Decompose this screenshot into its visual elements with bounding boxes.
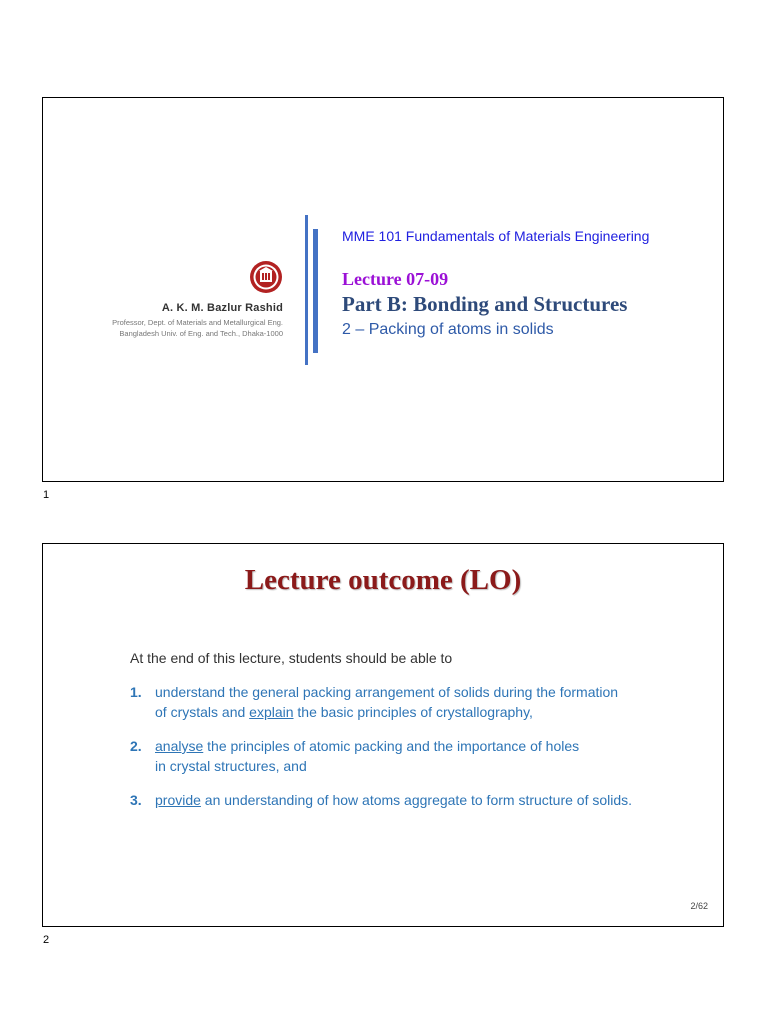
university-seal-icon [249,260,283,294]
slide-title: Lecture outcome (LO) [244,564,522,596]
lecture-subtitle: 2 – Packing of atoms in solids [342,321,554,338]
item-text: understand the general packing arrangement of solids during the formation [155,684,619,700]
item-text: of crystals and [155,704,250,720]
outcome-item-3 [130,790,632,810]
item-number: 1. [130,684,142,700]
lecture-number: Lecture 07-09 [342,269,449,289]
item-text: the basic principles of crystallography, [293,704,533,720]
page-number-1: 1 [43,489,50,501]
slide-1 [42,97,724,482]
intro-text: At the end of this lecture, students should be able to [130,650,453,666]
item-number: 3. [130,792,142,808]
outcome-item-2 [130,736,579,776]
accent-bar-thin [305,215,308,365]
page-number-2: 2 [43,934,50,946]
accent-bar-thick [313,229,318,353]
author-name: A. K. M. Bazlur Rashid [161,302,283,314]
keyword-analyse: analyse [155,738,204,754]
item-text: the principles of atomic packing and the importance of holes [203,738,580,754]
item-number: 2. [130,738,142,754]
slide-2 [42,543,724,927]
part-title: Part B: Bonding and Structures [342,292,628,316]
author-block [112,302,283,339]
course-title: MME 101 Fundamentals of Materials Engineering [342,228,650,244]
keyword-explain: explain [249,704,294,720]
keyword-provide: provide [155,792,201,808]
item-text: in crystal structures, and [155,758,307,774]
outcome-item-1 [130,682,618,722]
author-affiliation-2: Bangladesh Univ. of Eng. and Tech., Dhaka-1000 [119,329,283,338]
slide-page-ref: 2/62 [690,901,708,911]
item-text: an understanding of how atoms aggregate to form structure of solids. [200,792,633,808]
author-affiliation-1: Professor, Dept. of Materials and Metallurgical Eng. [112,318,283,327]
